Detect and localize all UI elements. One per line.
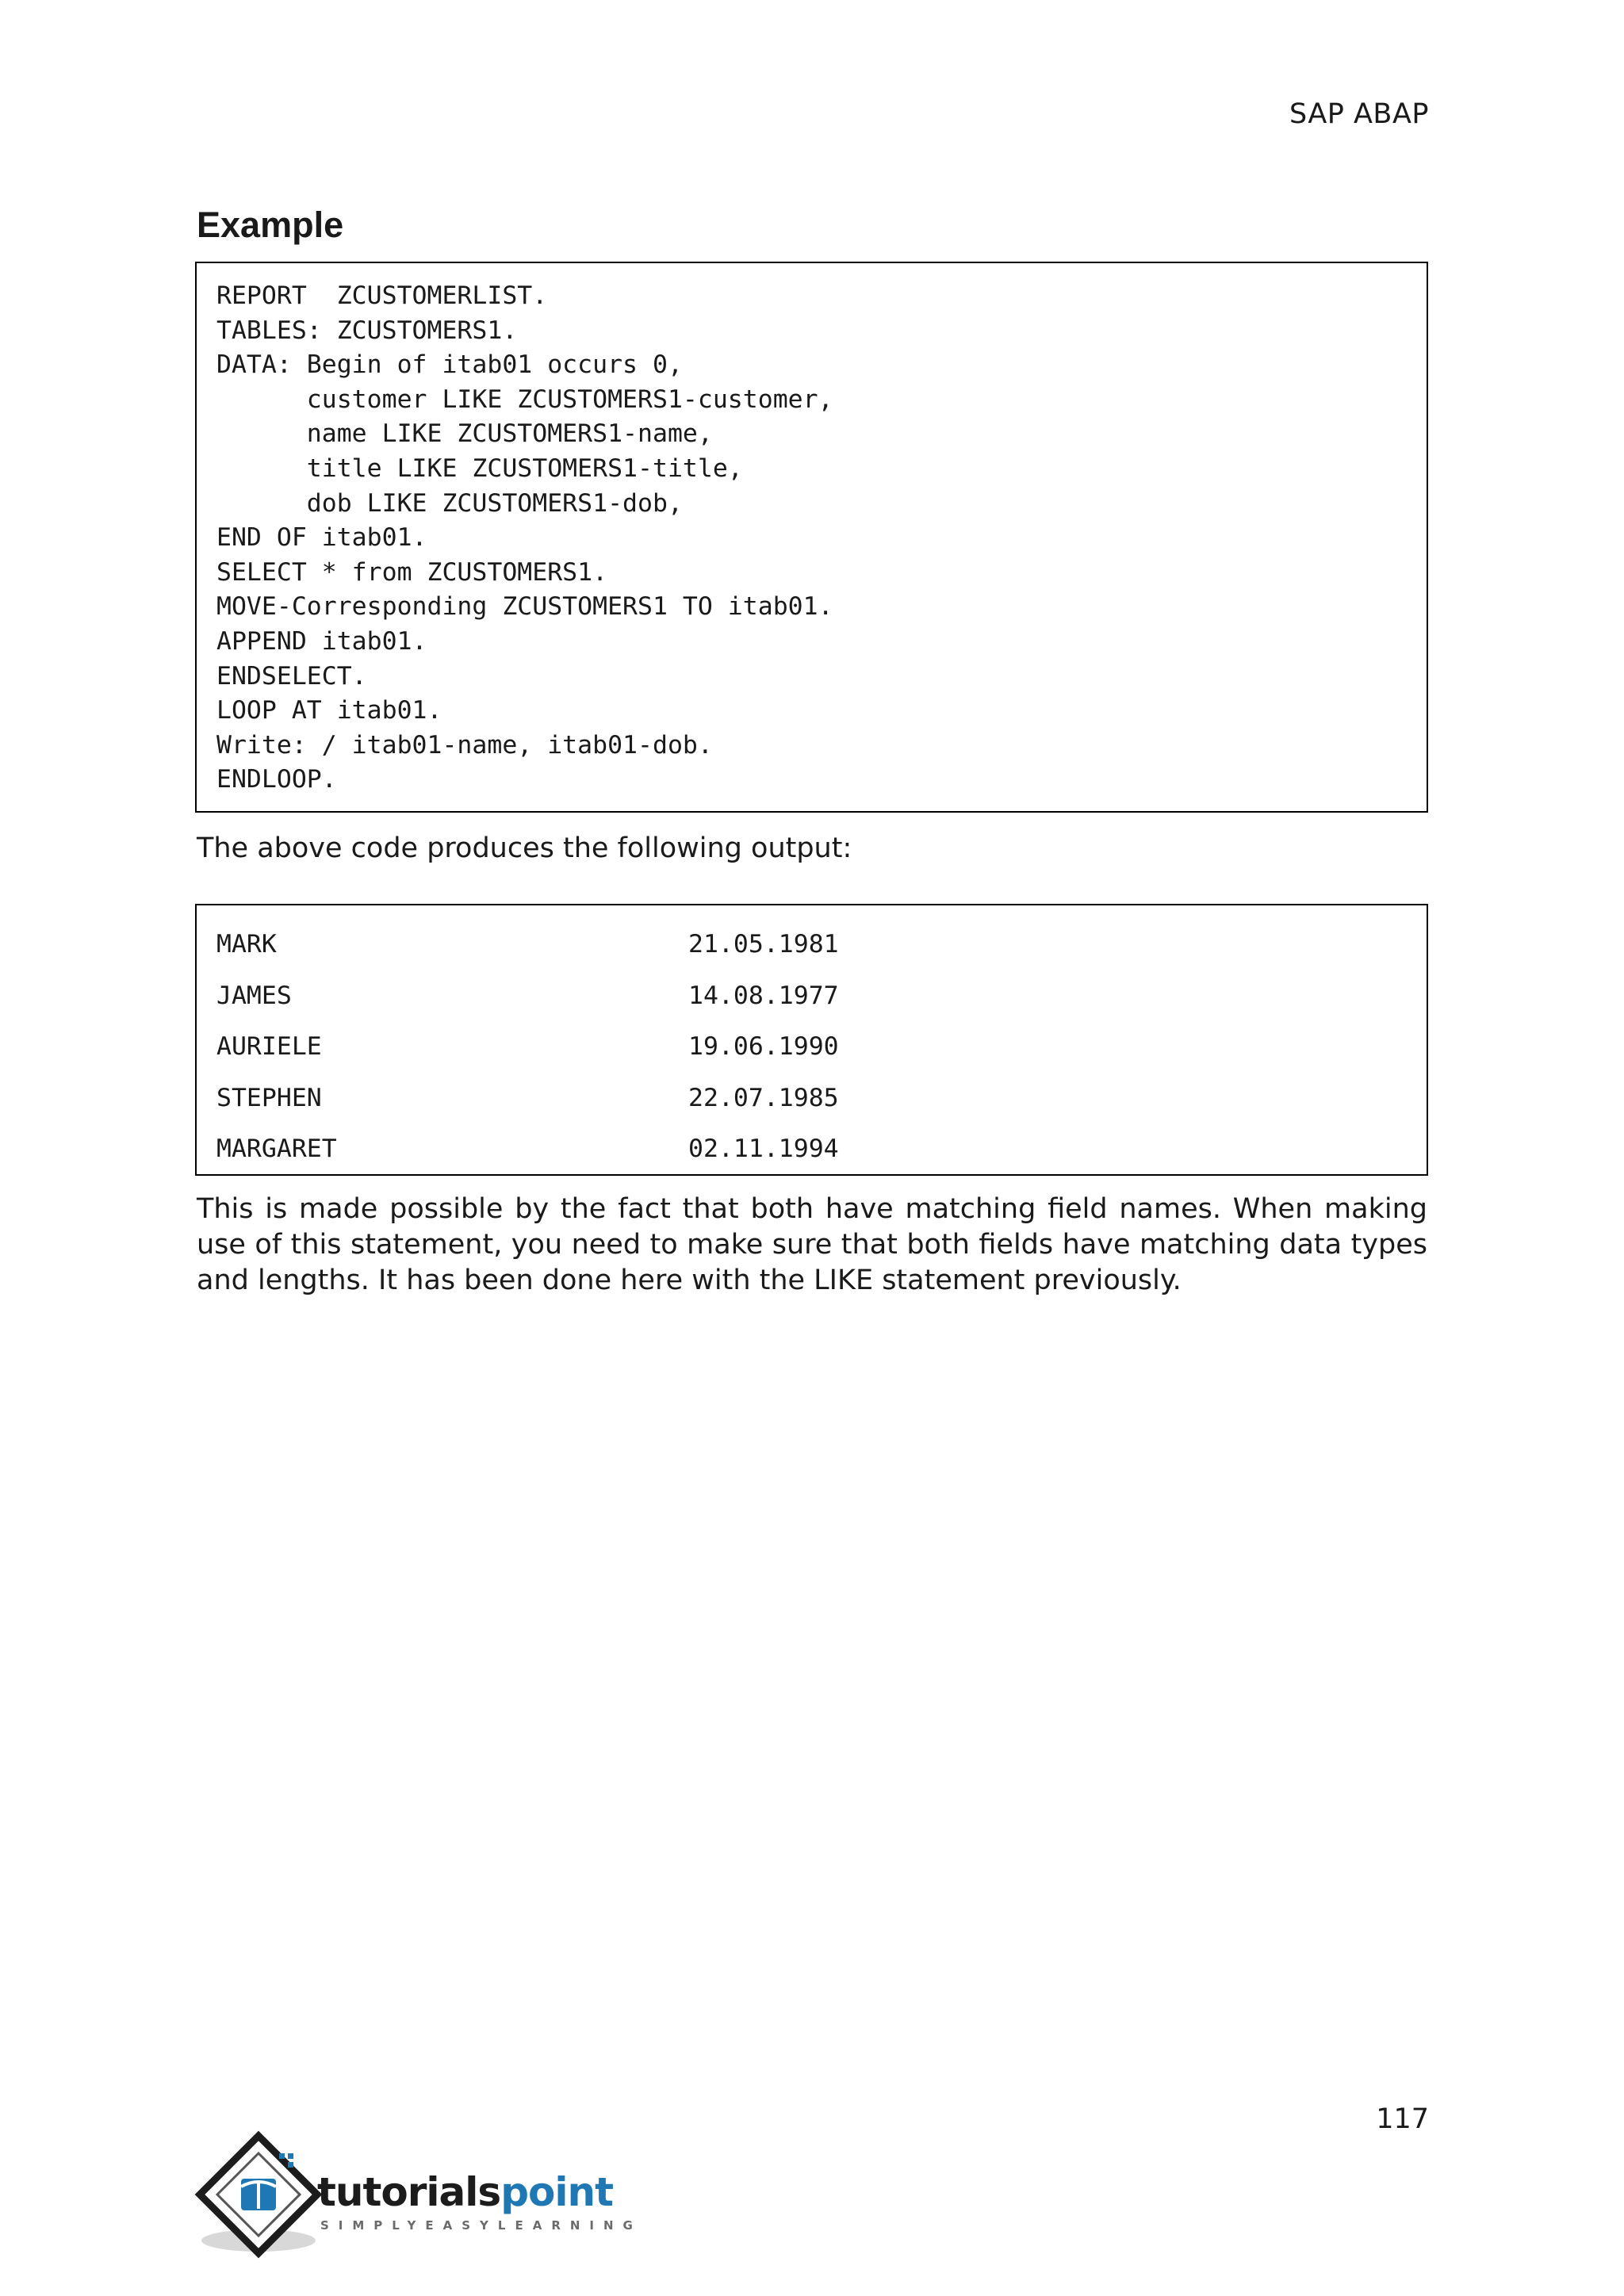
output-row <box>197 1021 1427 1073</box>
code-line: END OF itab01. <box>216 523 427 553</box>
code-line: APPEND itab01. <box>216 626 427 656</box>
svg-text:tutorialspoint <box>317 2169 613 2215</box>
output-dob: 02.11.1994 <box>688 1135 839 1163</box>
output-name: JAMES <box>216 981 292 1010</box>
code-line: ENDLOOP. <box>216 765 337 794</box>
code-line: TABLES: ZCUSTOMERS1. <box>216 316 518 345</box>
output-intro-text: The above code produces the following output: <box>197 832 852 864</box>
tutorialspoint-logo <box>193 2130 638 2267</box>
logo-wordmark-dark: tutorials <box>317 2169 501 2215</box>
output-row <box>197 970 1427 1022</box>
code-line: title LIKE ZCUSTOMERS1-title, <box>216 453 743 483</box>
code-line: customer LIKE ZCUSTOMERS1-customer, <box>216 385 833 414</box>
output-name: STEPHEN <box>216 1083 322 1112</box>
code-line: SELECT * from ZCUSTOMERS1. <box>216 557 608 587</box>
code-line: LOOP AT itab01. <box>216 696 442 725</box>
page-number: 117 <box>1376 2103 1429 2135</box>
output-row <box>197 1073 1427 1124</box>
output-dob: 19.06.1990 <box>688 1032 839 1061</box>
code-line: DATA: Begin of itab01 occurs 0, <box>216 350 683 380</box>
code-line: MOVE-Corresponding ZCUSTOMERS1 TO itab01. <box>216 592 833 622</box>
code-line: name LIKE ZCUSTOMERS1-name, <box>216 419 713 449</box>
explanation-paragraph: This is made possible by the fact that both have matching field names. When making use of this statement, you need to make sure that both fields have matching data types and lengths. It has been done here with the LIKE statement previously. <box>197 1193 1427 1296</box>
section-heading: Example <box>197 205 344 245</box>
logo-wordmark-blue: point <box>500 2169 613 2215</box>
output-dob: 21.05.1981 <box>688 930 839 959</box>
logo-tagline: SIMPLYEASYLEARNING <box>320 2218 638 2233</box>
code-line: Write: / itab01-name, itab01-dob. <box>216 730 713 760</box>
tutorialspoint-logo-mark <box>193 2130 638 2264</box>
code-line: ENDSELECT. <box>216 661 367 691</box>
output-row <box>197 1123 1427 1175</box>
output-block <box>195 904 1428 1176</box>
output-name: AURIELE <box>216 1032 322 1061</box>
output-row <box>197 919 1427 970</box>
code-line: REPORT ZCUSTOMERLIST. <box>216 281 548 310</box>
code-block <box>195 262 1428 813</box>
output-name: MARGARET <box>216 1135 337 1163</box>
output-dob: 14.08.1977 <box>688 981 839 1010</box>
running-header: SAP ABAP <box>1289 98 1429 130</box>
code-line: dob LIKE ZCUSTOMERS1-dob, <box>216 488 683 518</box>
output-name: MARK <box>216 930 277 959</box>
output-dob: 22.07.1985 <box>688 1083 839 1112</box>
